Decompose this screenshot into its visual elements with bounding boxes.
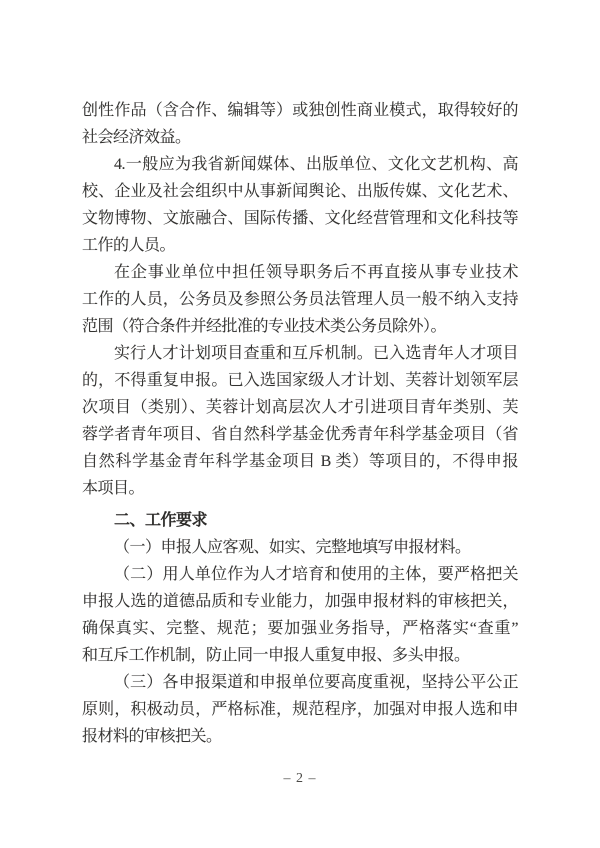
text-line: 本项目。 xyxy=(82,480,145,497)
paragraph xyxy=(82,97,518,151)
paragraph xyxy=(82,669,518,750)
text-line: 文物博物、文旅融合、国际传播、文化经营管理和文化科技等 xyxy=(82,210,518,227)
text-line: 原则，积极动员，严格标准，规范程序，加强对申报人选和申 xyxy=(82,701,518,718)
text-line: 工作的人员。 xyxy=(82,237,176,254)
paragraph xyxy=(82,151,518,259)
text-line: 蓉学者青年项目、省自然科学基金优秀青年科学基金项目（省 xyxy=(82,426,518,443)
page-number: – 2 – xyxy=(283,771,317,786)
text-line: 的，不得重复申报。已入选国家级人才计划、芙蓉计划领军层 xyxy=(82,372,518,389)
text-line: 二、工作要求 xyxy=(114,512,208,529)
page-footer xyxy=(0,771,600,787)
text-line: 确保真实、完整、规范；要加强业务指导，严格落实“查重” xyxy=(82,620,518,637)
text-line: 创性作品（含合作、编辑等）或独创性商业模式，取得较好的 xyxy=(82,102,518,119)
paragraph xyxy=(82,534,518,561)
text-line: 工作的人员，公务员及参照公务员法管理人员一般不纳入支持 xyxy=(82,291,518,308)
text-line: 报材料的审核把关。 xyxy=(82,728,222,745)
text-line: 校、企业及社会组织中从事新闻舆论、出版传媒、文化艺术、 xyxy=(82,183,518,200)
text-line: 4.一般应为我省新闻媒体、出版单位、文化文艺机构、高 xyxy=(114,156,518,173)
text-line: 申报人选的道德品质和专业能力，加强申报材料的审核把关， xyxy=(82,593,518,610)
document-body xyxy=(82,97,518,750)
text-line: （三）各申报渠道和申报单位要高度重视，坚持公平公正 xyxy=(114,674,518,691)
text-line: 自然科学基金青年科学基金项目 B 类）等项目的，不得申报 xyxy=(82,453,518,470)
text-line: 和互斥工作机制，防止同一申报人重复申报、多头申报。 xyxy=(82,647,470,664)
text-line: （一）申报人应客观、如实、完整地填写申报材料。 xyxy=(114,539,471,556)
text-line: 实行人才计划项目查重和互斥机制。已入选青年人才项目 xyxy=(114,345,518,362)
paragraph xyxy=(82,259,518,340)
text-line: 社会经济效益。 xyxy=(82,129,191,146)
text-line: 次项目（类别）、芙蓉计划高层次人才引进项目青年类别、芙 xyxy=(82,399,518,416)
text-line: （二）用人单位作为人才培育和使用的主体，要严格把关 xyxy=(114,566,518,583)
paragraph xyxy=(82,340,518,502)
text-line: 在企事业单位中担任领导职务后不再直接从事专业技术 xyxy=(114,264,518,281)
paragraph xyxy=(82,561,518,669)
text-line: 范围（符合条件并经批准的专业技术类公务员除外）。 xyxy=(82,318,447,335)
section-heading xyxy=(82,507,518,534)
